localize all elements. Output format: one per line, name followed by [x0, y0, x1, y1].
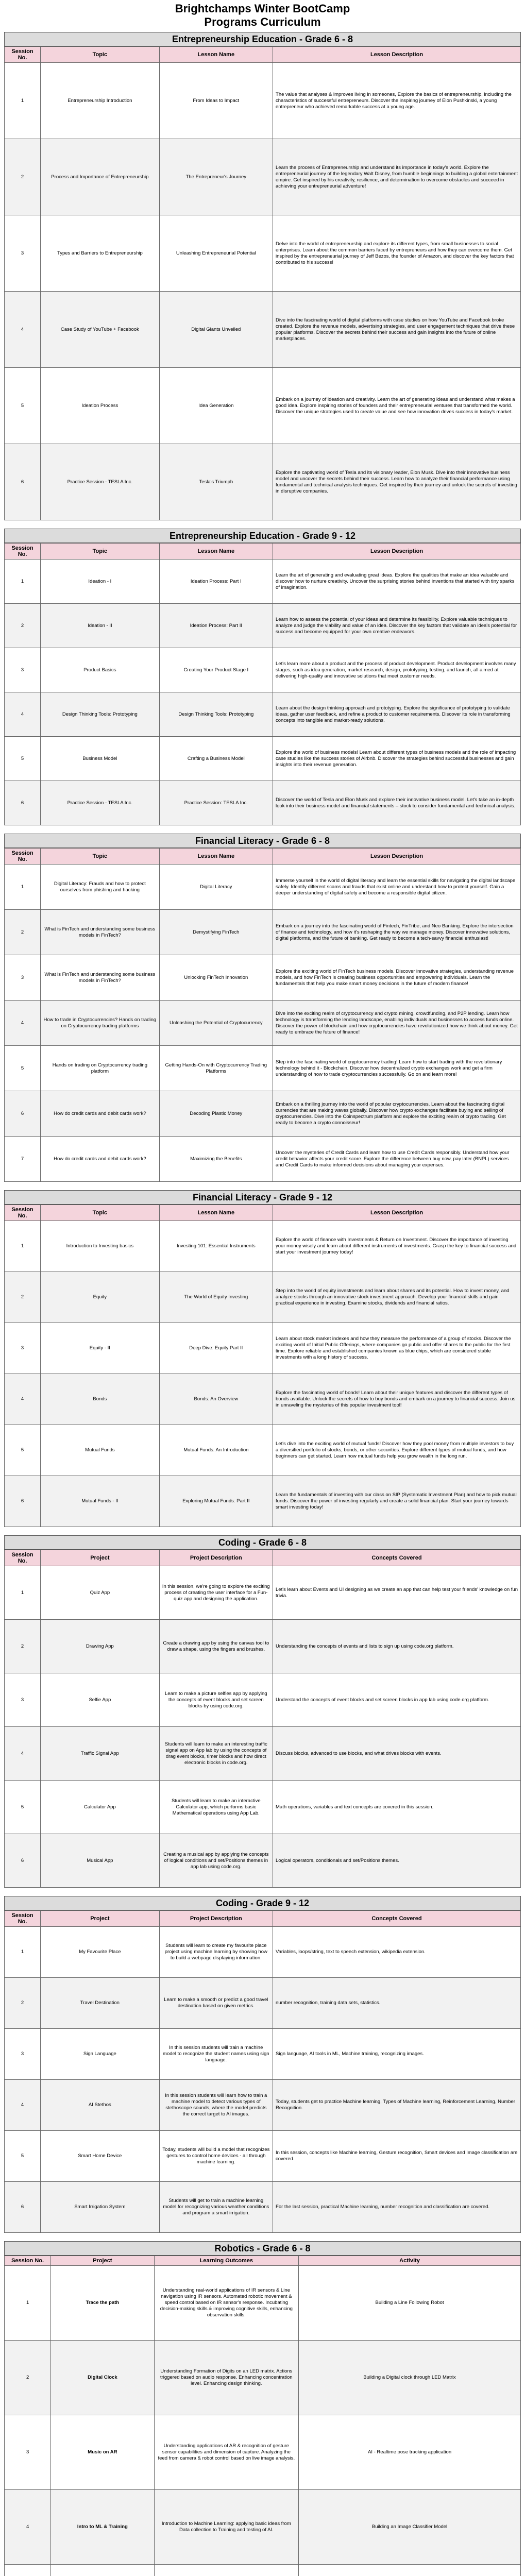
- table-row: [5, 292, 521, 368]
- column-header: Activity: [299, 2256, 521, 2266]
- section-financial-6-8: [4, 834, 521, 1187]
- column-header: Session No.: [5, 544, 41, 560]
- section-title: Financial Literacy - Grade 6 - 8: [4, 834, 521, 848]
- description-cell: In this session, concepts like Machine learning, Gesture recognition, Smart devices and Image classification are covered.: [273, 2131, 521, 2182]
- topic-cell: Equity: [41, 1272, 159, 1323]
- table-row: [5, 955, 521, 1001]
- column-header: Learning Outcomes: [154, 2256, 299, 2266]
- description-cell: Embark on a journey of ideation and creativity. Learn the art of generating ideas and understand what makes a good idea. Explore inspiring stories of founders and their entrepreneurial ventures that transformed the world. Discover the unique strategies used to create value and see how innovation drives success in today's market.: [273, 368, 521, 444]
- topic-cell: AI Stethos: [41, 2080, 159, 2131]
- session-number: 3: [5, 1673, 41, 1727]
- session-number: 4: [5, 292, 41, 368]
- table-row: [5, 692, 521, 737]
- session-number: 4: [5, 1727, 41, 1781]
- title-line-1: Brightchamps Winter BootCamp: [175, 2, 350, 15]
- lesson-cell: Understanding applications of AR & recognition of gesture sensor capabilities and dimension of capture. Analyzing the feed from camera & robot control based on live image analysis.: [154, 2415, 299, 2490]
- column-header: Lesson Name: [159, 47, 273, 63]
- table-row: [5, 1046, 521, 1091]
- table-row: [5, 1221, 521, 1272]
- session-number: 3: [5, 648, 41, 692]
- description-cell: number recognition, training data sets, statistics.: [273, 1978, 521, 2029]
- lesson-cell: Tesla's Triumph: [159, 444, 273, 520]
- topic-cell: Smart Home Device: [41, 2131, 159, 2182]
- topic-cell: Selfie App: [41, 1673, 159, 1727]
- session-number: 3: [5, 2029, 41, 2080]
- topic-cell: Sign Language: [41, 2029, 159, 2080]
- table-row: [5, 2266, 521, 2341]
- description-cell: Building a Line Following Robot: [299, 2266, 521, 2341]
- session-number: 5: [5, 737, 41, 781]
- lesson-cell: Today, students will build a model that recognizes gestures to control home devices - all through machine learning.: [159, 2131, 273, 2182]
- session-number: 1: [5, 1566, 41, 1620]
- description-cell: Embark on a thrilling journey into the world of popular cryptocurrencies. Learn about the fascinating digital currencies that are making waves globally. Discover how crypto exchanges facilitate buying and selling of cryptocurrencies. Dive into the Coinspectrum platform and explore the exciting realm of crypto trading. Get ready to become a crypto connoisseur!: [273, 1091, 521, 1137]
- topic-cell: Intro to ML & Training: [51, 2490, 154, 2565]
- session-number: 6: [5, 1834, 41, 1888]
- table-row: [5, 2080, 521, 2131]
- description-cell: Understand the concepts of event blocks and set screen blocks in app lab using code.org platform.: [273, 1673, 521, 1727]
- description-cell: Explore the world of finance with Investments & Return on Investment. Discover the importance of investing your money wisely and learn about different instruments of investments. Grasp the key to financial success and start your investment journey today!: [273, 1221, 521, 1272]
- section-entrepreneurship-9-12: [4, 529, 521, 831]
- lesson-cell: Unleashing the Potential of Cryptocurrency: [159, 1001, 273, 1046]
- main-title: [4, 2, 521, 29]
- column-header: Concepts Covered: [273, 1911, 521, 1927]
- column-header: Session No.: [5, 47, 41, 63]
- table-row: [5, 1091, 521, 1137]
- topic-cell: My Favourite Place: [41, 1927, 159, 1978]
- lesson-cell: Bonds: An Overview: [159, 1374, 273, 1425]
- description-cell: Learn the fundamentals of investing with our class on SIP (Systematic Investment Plan) and how to pick mutual funds. Discover the power of investing regularly and create a solid financial plan. Start your journey towards smart investing today!: [273, 1476, 521, 1527]
- topic-cell: Practice Session - TESLA Inc.: [41, 781, 159, 825]
- curriculum-table: [4, 1550, 521, 1888]
- table-header-row: [5, 47, 521, 63]
- table-row: [5, 2415, 521, 2490]
- description-cell: Today, students get to practice Machine learning, Types of Machine learning, Reinforcement Learning, Number Recognition.: [273, 2080, 521, 2131]
- topic-cell: Practice Session - TESLA Inc.: [41, 444, 159, 520]
- session-number: 2: [5, 604, 41, 648]
- lesson-cell: Learn to make a smooth or predict a good travel destination based on given metrics.: [159, 1978, 273, 2029]
- table-row: [5, 2029, 521, 2080]
- topic-cell: Ideation - II: [41, 604, 159, 648]
- lesson-cell: Creating a musical app by applying the concepts of logical conditions and set/Positions themes in app lab using code.org.: [159, 1834, 273, 1888]
- lesson-cell: Ideation Process: Part II: [159, 604, 273, 648]
- column-header: Session No.: [5, 2256, 51, 2266]
- lesson-cell: Idea Generation: [159, 368, 273, 444]
- session-number: 2: [5, 910, 41, 955]
- column-header: Project Description: [159, 1911, 273, 1927]
- table-row: [5, 1781, 521, 1834]
- lesson-cell: Deep Dive: Equity Part II: [159, 1323, 273, 1374]
- lesson-cell: Create a drawing app by using the canvas tool to draw a shape, using the fingers and brushes.: [159, 1620, 273, 1673]
- table-row: [5, 1476, 521, 1527]
- table-row: [5, 648, 521, 692]
- section-entrepreneurship-6-8: [4, 32, 521, 526]
- description-cell: Let's dive into the exciting world of mutual funds! Discover how they pool money from multiple investors to buy a diversified portfolio of stocks, bonds, or other securities. Explore different types of mutual funds, and how beginners can get started. Learn how mutual funds help you grow wealth in the long run.: [273, 1425, 521, 1476]
- table-row: [5, 604, 521, 648]
- table-row: [5, 910, 521, 955]
- lesson-cell: Introduction to Machine Learning: applying basic ideas from Data collection to Training and testing of AI.: [154, 2490, 299, 2565]
- session-number: 7: [5, 1137, 41, 1182]
- topic-cell: Digital Clock: [51, 2341, 154, 2415]
- section-spacer: [4, 1182, 521, 1187]
- title-line-2: Programs Curriculum: [204, 15, 321, 28]
- description-cell: Dive into the fascinating world of digital platforms with case studies on how YouTube and Facebook broke created. Explore the revenue models, advertising strategies, and user engagement techniques that drive these popular platforms. Discover the secrets behind their success and gain insights into the future of online marketplaces.: [273, 292, 521, 368]
- lesson-cell: Digital Literacy: [159, 865, 273, 910]
- description-cell: Learn the art of generating and evaluating great ideas. Explore the qualities that make an idea valuable and discover how to nurture creativity. Uncover the surprising stories behind inventions that started with tiny sparks of imagination.: [273, 560, 521, 604]
- table-row: [5, 2341, 521, 2415]
- description-cell: Learn about the design thinking approach and prototyping. Explore the significance of prototyping to validate ideas, gather user feedback, and refine a product to customer requirements. Discover its role in transforming concepts into tangible and market-ready solutions.: [273, 692, 521, 737]
- column-header: Project: [51, 2256, 154, 2266]
- topic-cell: Smart Irrigation System: [41, 2182, 159, 2233]
- topic-cell: Bonds: [41, 1374, 159, 1425]
- topic-cell: Types and Barriers to Entrepreneurship: [41, 215, 159, 292]
- table-row: [5, 2490, 521, 2565]
- table-header-row: [5, 1911, 521, 1927]
- table-row: [5, 865, 521, 910]
- description-cell: Step into the fascinating world of cryptocurrency trading! Learn how to start trading with the revolutionary technology behind it - Blockchain. Discover how decentralized crypto exchanges work and get a firm understanding of how to trade cryptocurrencies successfully. Go on and learn more!: [273, 1046, 521, 1091]
- column-header: Lesson Name: [159, 1205, 273, 1221]
- description-cell: Step into the world of equity investments and learn about shares and its potential. How to invest money, and analyze stocks through an innovative stock investment approach. Develop your financial skills and gain practical experience in investing. Examine stocks, dividends and financial ratios.: [273, 1272, 521, 1323]
- lesson-cell: Students will learn to create my favourite place project using machine learning by showing how to build a webpage displaying information.: [159, 1927, 273, 1978]
- topic-cell: Calculator App: [41, 1781, 159, 1834]
- description-cell: [299, 2565, 521, 2576]
- session-number: 1: [5, 1221, 41, 1272]
- curriculum-table: [4, 2256, 521, 2576]
- table-row: [5, 1374, 521, 1425]
- column-header: Concepts Covered: [273, 1550, 521, 1566]
- session-number: 4: [5, 2080, 41, 2131]
- session-number: 5: [5, 1046, 41, 1091]
- table-row: [5, 2565, 521, 2576]
- description-cell: For the last session, practical Machine learning, number recognition and classification are covered.: [273, 2182, 521, 2233]
- description-cell: Understanding the concepts of events and lists to sign up using code.org platform.: [273, 1620, 521, 1673]
- lesson-cell: Design Thinking Tools: Prototyping: [159, 692, 273, 737]
- topic-cell: Ideation - I: [41, 560, 159, 604]
- description-cell: Math operations, variables and text concepts are covered in this session.: [273, 1781, 521, 1834]
- section-title: Entrepreneurship Education - Grade 9 - 12: [4, 529, 521, 543]
- topic-cell: Trace the path: [51, 2266, 154, 2341]
- column-header: Topic: [41, 544, 159, 560]
- topic-cell: Travel Destination: [41, 1978, 159, 2029]
- lesson-cell: The Entrepreneur's Journey: [159, 139, 273, 215]
- session-number: 1: [5, 63, 41, 139]
- session-number: 3: [5, 1323, 41, 1374]
- section-title: Coding - Grade 9 - 12: [4, 1896, 521, 1910]
- lesson-cell: Practice Session: TESLA Inc.: [159, 781, 273, 825]
- session-number: 6: [5, 444, 41, 520]
- lesson-cell: Ideation Process: Part I: [159, 560, 273, 604]
- topic-cell: How do credit cards and debit cards work?: [41, 1091, 159, 1137]
- curriculum-table: [4, 848, 521, 1182]
- column-header: Session No.: [5, 1205, 41, 1221]
- lesson-cell: Getting Hands-On with Cryptocurrency Trading Platforms: [159, 1046, 273, 1091]
- table-header-row: [5, 1550, 521, 1566]
- topic-cell: Traffic Signal App: [41, 1727, 159, 1781]
- topic-cell: Product Basics: [41, 648, 159, 692]
- section-spacer: [4, 1888, 521, 1893]
- table-row: [5, 1001, 521, 1046]
- session-number: 6: [5, 781, 41, 825]
- lesson-cell: In this session, we're going to explore the exciting process of creating the user interface for a Fun-quiz app and designing the application.: [159, 1566, 273, 1620]
- column-header: Lesson Description: [273, 849, 521, 865]
- table-row: [5, 1566, 521, 1620]
- column-header: Topic: [41, 849, 159, 865]
- description-cell: Building a Digital clock through LED Matrix: [299, 2341, 521, 2415]
- table-row: [5, 1137, 521, 1182]
- lesson-cell: Students will learn to make an interactive Calculator app, which performs basic Mathematical operations using App Lab.: [159, 1781, 273, 1834]
- lesson-cell: Understanding Formation of Digits on an LED matrix. Actions triggered based on audio response. Enhancing concentration level. Enhancing design thinking.: [154, 2341, 299, 2415]
- column-header: Lesson Description: [273, 544, 521, 560]
- session-number: 6: [5, 1476, 41, 1527]
- session-number: 5: [5, 2131, 41, 2182]
- curriculum-table: [4, 543, 521, 825]
- session-number: 1: [5, 1927, 41, 1978]
- lesson-cell: Digital Giants Unveiled: [159, 292, 273, 368]
- table-header-row: [5, 2256, 521, 2266]
- table-row: [5, 1272, 521, 1323]
- description-cell: Let's learn about Events and UI designing as we create an app that can help test your friends' knowledge on fun trivia.: [273, 1566, 521, 1620]
- lesson-cell: Understanding real-world applications of IR sensors & Line navigation using IR sensors. Automated robotic movement & speed control based on IR sensor's response. Incubating decision-making skills & improving cognitive skills, enhancing observation skills.: [154, 2266, 299, 2341]
- curriculum-table: [4, 46, 521, 520]
- table-row: [5, 560, 521, 604]
- description-cell: Immerse yourself in the world of digital literacy and learn the essential skills for navigating the digital landscape safely. Identify different scams and frauds that exist online and understand how to protect yourself. Gain a deeper understanding of digital safety and become a responsible digital citizen.: [273, 865, 521, 910]
- lesson-cell: [154, 2565, 299, 2576]
- column-header: Project: [41, 1550, 159, 1566]
- table-row: [5, 1620, 521, 1673]
- section-spacer: [4, 520, 521, 526]
- session-number: 6: [5, 2182, 41, 2233]
- table-row: [5, 781, 521, 825]
- session-number: 4: [5, 692, 41, 737]
- session-number: 1: [5, 560, 41, 604]
- topic-cell: Design Thinking Tools: Prototyping: [41, 692, 159, 737]
- section-coding-6-8: [4, 1535, 521, 1893]
- lesson-cell: Students will learn to make an interesting traffic signal app on App lab by using the concepts of drag event blocks, timer blocks and how direct electronic blocks in code.org.: [159, 1727, 273, 1781]
- session-number: 2: [5, 139, 41, 215]
- description-cell: Embark on a journey into the fascinating world of Fintech, FinTribe, and Neo Banking. Explore the intersection of finance and technology, and how it's reshaping the way we manage money. Discover innovative solutions, digital platforms, and the future of banking. Get ready to become a tech-savvy financial enthusiast!: [273, 910, 521, 955]
- session-number: 5: [5, 368, 41, 444]
- lesson-cell: The World of Equity Investing: [159, 1272, 273, 1323]
- description-cell: Dive into the exciting realm of cryptocurrency and crypto mining, crowdfunding, and P2P lending. Learn how technology is transforming the lending landscape, enabling individuals and businesses to access funds online. Discover the power of blockchain and how cryptocurrencies have revolutionized how we think about money. Get ready to embrace the future of finance!: [273, 1001, 521, 1046]
- table-row: [5, 1323, 521, 1374]
- session-number: 5: [5, 1425, 41, 1476]
- column-header: Session No.: [5, 849, 41, 865]
- table-row: [5, 139, 521, 215]
- session-number: 4: [5, 2490, 51, 2565]
- description-cell: Learn about stock market indexes and how they measure the performance of a group of stocks. Discover the exciting world of Initial Public Offerings, where companies go public and offer shares to the public for the first time. Explore reliable and established companies known as blue chips, which are considered stable investments with a long history of success.: [273, 1323, 521, 1374]
- column-header: Topic: [41, 47, 159, 63]
- session-number: 6: [5, 1091, 41, 1137]
- description-cell: Uncover the mysteries of Credit Cards and learn how to use Credit Cards responsibly. Understand how your credit behavior affects your credit score. Explore the difference between buy now, pay later (BNPL) services and Credit Cards to make informed decisions about managing your expenses.: [273, 1137, 521, 1182]
- lesson-cell: Creating Your Product Stage I: [159, 648, 273, 692]
- lesson-cell: Mutual Funds: An Introduction: [159, 1425, 273, 1476]
- section-title: Financial Literacy - Grade 9 - 12: [4, 1190, 521, 1205]
- table-row: [5, 1927, 521, 1978]
- session-number: 3: [5, 955, 41, 1001]
- lesson-cell: Maximizing the Benefits: [159, 1137, 273, 1182]
- topic-cell: Mutual Funds: [41, 1425, 159, 1476]
- description-cell: Learn the process of Entrepreneurship and understand its importance in today's world. Explore the entrepreneurial journey of the legendary Walt Disney, from humble beginnings to building a global entertainment empire. Get inspired by his creativity, resilience, and determination to overcome obstacles and succeed in achieving your entrepreneurial adventure!: [273, 139, 521, 215]
- topic-cell: Hands on trading on Cryptocurrency trading platform: [41, 1046, 159, 1091]
- table-row: [5, 1834, 521, 1888]
- topic-cell: Entrepreneurship Introduction: [41, 63, 159, 139]
- description-cell: Explore the fascinating world of bonds! Learn about their unique features and discover the different types of bonds available. Unlock the secrets of how to buy bonds and embark on a journey to financial success. Join us in unraveling the mysteries of this popular investment tool!: [273, 1374, 521, 1425]
- session-number: 3: [5, 2415, 51, 2490]
- column-header: Project Description: [159, 1550, 273, 1566]
- description-cell: Let's learn more about a product and the process of product development. Product development involves many stages, such as idea generation, market research, design, prototyping, testing, and launch, all aimed at delivering high-quality and innovative solutions that meet customer needs.: [273, 648, 521, 692]
- lesson-cell: From Ideas to Impact: [159, 63, 273, 139]
- topic-cell: What is FinTech and understanding some business models in FinTech?: [41, 955, 159, 1001]
- description-cell: Variables, loops/string, text to speech extension, wikipedia extension.: [273, 1927, 521, 1978]
- topic-cell: Process and Importance of Entrepreneurship: [41, 139, 159, 215]
- column-header: Project: [41, 1911, 159, 1927]
- session-number: [5, 2565, 51, 2576]
- lesson-cell: In this session students will learn how to train a machine model to detect various types of stethoscope sounds, where the model predicts the correct target to AI images.: [159, 2080, 273, 2131]
- column-header: Topic: [41, 1205, 159, 1221]
- column-header: Lesson Name: [159, 849, 273, 865]
- topic-cell: How do credit cards and debit cards work?: [41, 1137, 159, 1182]
- section-title: Robotics - Grade 6 - 8: [4, 2241, 521, 2256]
- description-cell: Sign language, AI tools in ML, Machine training, recognizing images.: [273, 2029, 521, 2080]
- topic-cell: Equity - II: [41, 1323, 159, 1374]
- table-row: [5, 63, 521, 139]
- topic-cell: Business Model: [41, 737, 159, 781]
- section-title: Coding - Grade 6 - 8: [4, 1535, 521, 1550]
- session-number: 5: [5, 1781, 41, 1834]
- lesson-cell: Students will get to train a machine learning model for recognizing various weather conditions and program a smart irrigation.: [159, 2182, 273, 2233]
- topic-cell: Mutual Funds - II: [41, 1476, 159, 1527]
- session-number: 2: [5, 2341, 51, 2415]
- description-cell: Logical operators, conditionals and set/Positions themes.: [273, 1834, 521, 1888]
- topic-cell: Musical App: [41, 1834, 159, 1888]
- lesson-cell: Unleashing Entrepreneurial Potential: [159, 215, 273, 292]
- table-row: [5, 737, 521, 781]
- session-number: 2: [5, 1272, 41, 1323]
- table-row: [5, 1673, 521, 1727]
- table-row: [5, 368, 521, 444]
- session-number: 1: [5, 2266, 51, 2341]
- topic-cell: Case Study of YouTube + Facebook: [41, 292, 159, 368]
- lesson-cell: Investing 101: Essential Instruments: [159, 1221, 273, 1272]
- table-row: [5, 215, 521, 292]
- topic-cell: Introduction to Investing basics: [41, 1221, 159, 1272]
- topic-cell: [51, 2565, 154, 2576]
- description-cell: Explore the world of business models! Learn about different types of business models and the role of impacting case studies like the success stories of Airbnb. Discover the strategies behind successful businesses and gain insights into their revenue generation.: [273, 737, 521, 781]
- topic-cell: How to trade in Cryptocurrencies? Hands on trading on Cryptocurrency trading platforms: [41, 1001, 159, 1046]
- table-row: [5, 2131, 521, 2182]
- table-row: [5, 444, 521, 520]
- description-cell: Discover the world of Tesla and Elon Musk and explore their innovative business model. Let's take an in-depth look into their business model and financial statements – stock to consider fundamental and technical analysis.: [273, 781, 521, 825]
- topic-cell: Digital Literacy: Frauds and how to protect ourselves from phishing and hacking: [41, 865, 159, 910]
- lesson-cell: Exploring Mutual Funds: Part II: [159, 1476, 273, 1527]
- section-spacer: [4, 2233, 521, 2238]
- table-header-row: [5, 1205, 521, 1221]
- lesson-cell: Decoding Plastic Money: [159, 1091, 273, 1137]
- section-title: Entrepreneurship Education - Grade 6 - 8: [4, 32, 521, 46]
- description-cell: Explore the exciting world of FinTech business models. Discover innovative strategies, understanding revenue models, and how FinTech is creating business opportunities and empowering individuals. Learn the fundamentals that help you make smart money decisions in the future of modern finance!: [273, 955, 521, 1001]
- description-cell: The value that analyses & improves living in someones, Explore the basics of entrepreneurship, including the characteristics of successful entrepreneurs. Discover the inspiring journey of Elon Pushkinski, a young entrepreneur who achieved remarkable success at a young age.: [273, 63, 521, 139]
- table-row: [5, 1727, 521, 1781]
- column-header: Lesson Name: [159, 544, 273, 560]
- session-number: 2: [5, 1978, 41, 2029]
- column-header: Session No.: [5, 1550, 41, 1566]
- lesson-cell: In this session students will train a machine model to recognize the student names using sign language.: [159, 2029, 273, 2080]
- topic-cell: What is FinTech and understanding some business models in FinTech?: [41, 910, 159, 955]
- curriculum-table: [4, 1910, 521, 2233]
- session-number: 4: [5, 1001, 41, 1046]
- section-robotics-6-8: [4, 2241, 521, 2576]
- section-coding-9-12: [4, 1896, 521, 2238]
- table-row: [5, 2182, 521, 2233]
- table-header-row: [5, 849, 521, 865]
- table-row: [5, 1978, 521, 2029]
- description-cell: Explore the captivating world of Tesla and its visionary leader, Elon Musk. Dive into their innovative business model and uncover the secrets behind their success. Learn how to analyze their financial performance using fundamental and technical analysis techniques. Get inspired by their journey and unlock the secrets of investing in disruptive companies.: [273, 444, 521, 520]
- table-header-row: [5, 544, 521, 560]
- lesson-cell: Demystifying FinTech: [159, 910, 273, 955]
- description-cell: Discuss blocks, advanced to use blocks, and what drives blocks with events.: [273, 1727, 521, 1781]
- description-cell: Building an Image Classifier Model: [299, 2490, 521, 2565]
- column-header: Lesson Description: [273, 1205, 521, 1221]
- topic-cell: Quiz App: [41, 1566, 159, 1620]
- curriculum-table: [4, 1205, 521, 1527]
- table-row: [5, 1425, 521, 1476]
- topic-cell: Ideation Process: [41, 368, 159, 444]
- description-cell: Delve into the world of entrepreneurship and explore its different types, from small businesses to social enterprises. Learn about the common barriers faced by entrepreneurs and how they can overcome them. Get inspired by the entrepreneurial journey of Jeff Bezos, the founder of Amazon, and discover the key factors that contributed to his success!: [273, 215, 521, 292]
- section-spacer: [4, 825, 521, 831]
- lesson-cell: Crafting a Business Model: [159, 737, 273, 781]
- session-number: 1: [5, 865, 41, 910]
- section-spacer: [4, 1527, 521, 1532]
- lesson-cell: Learn to make a picture selfies app by applying the concepts of event blocks and set screen blocks by using code.org.: [159, 1673, 273, 1727]
- description-cell: Learn how to assess the potential of your ideas and determine its feasibility. Explore valuable techniques to analyze and judge the viability and value of an idea. Discover the key factors that validate an idea's potential for success and become equipped for your own creative endeavors.: [273, 604, 521, 648]
- session-number: 4: [5, 1374, 41, 1425]
- section-financial-9-12: [4, 1190, 521, 1532]
- topic-cell: Music on AR: [51, 2415, 154, 2490]
- column-header: Session No.: [5, 1911, 41, 1927]
- description-cell: AI - Realtime pose tracking application: [299, 2415, 521, 2490]
- session-number: 2: [5, 1620, 41, 1673]
- column-header: Lesson Description: [273, 47, 521, 63]
- lesson-cell: Unlocking FinTech Innovation: [159, 955, 273, 1001]
- session-number: 3: [5, 215, 41, 292]
- topic-cell: Drawing App: [41, 1620, 159, 1673]
